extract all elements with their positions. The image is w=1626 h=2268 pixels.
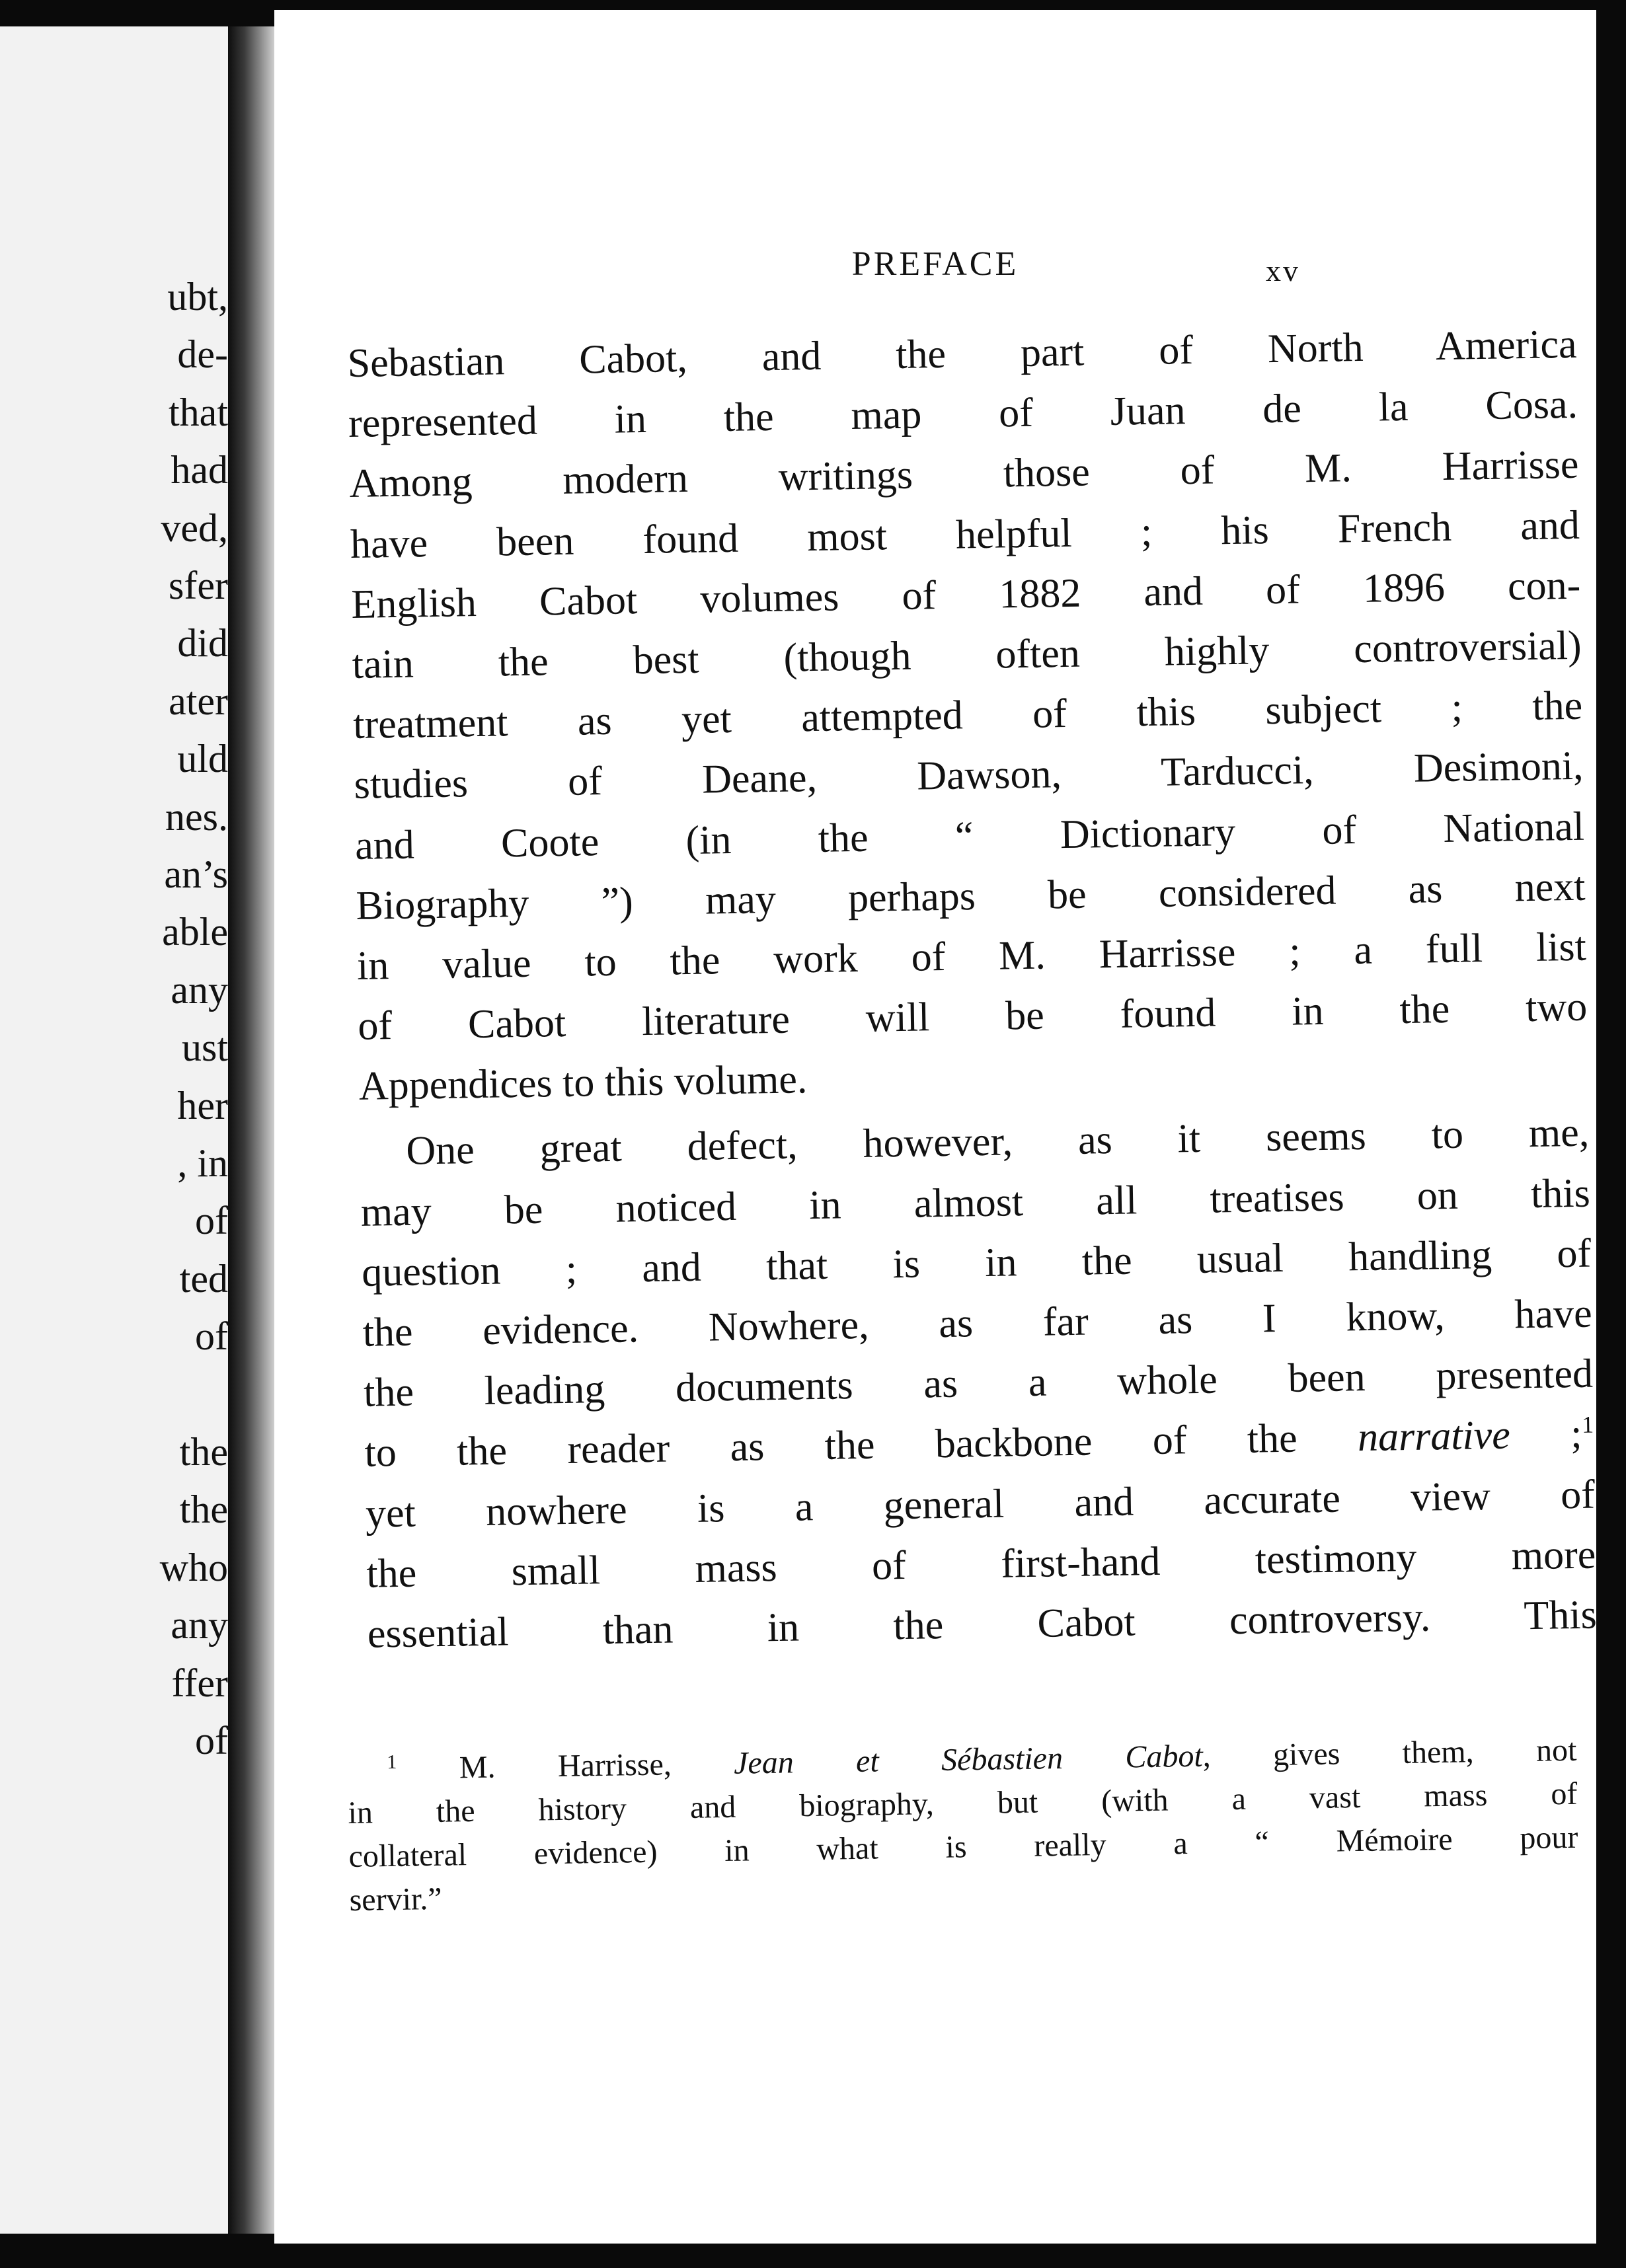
left-page-fragment: sfer [169, 564, 228, 607]
left-page-fragment: that [169, 390, 228, 434]
body-line: essential than in the Cabot controversy. This [367, 1592, 1598, 1657]
footnote-line: in the history and biography, but (with a vast mass of [348, 1776, 1578, 1831]
footnote-lead: M. Harrisse, [459, 1745, 734, 1786]
left-page-fragment: ater [169, 679, 228, 723]
left-page-fragment: the [179, 1488, 228, 1532]
body-line: Sebastian Cabot, and the part of North America [347, 321, 1578, 386]
left-page-fragment: had [171, 448, 228, 492]
book-page [274, 10, 1596, 2244]
page-number: xv [1266, 254, 1300, 287]
left-page-fragment: her [177, 1083, 228, 1127]
body-text [347, 315, 1597, 1665]
body-line: Biography ”) may perhaps be considered as next [356, 864, 1586, 928]
left-page-fragment: of [195, 1719, 228, 1762]
left-page-fragment: any [171, 967, 228, 1012]
body-line: studies of Deane, Dawson, Tarducci, Desimoni, [354, 743, 1584, 808]
previous-page-fragment [0, 26, 228, 2234]
body-line: yet nowhere is a general and accurate view of [365, 1472, 1596, 1536]
footnote-line: servir.” [349, 1881, 442, 1918]
body-line: One great defect, however, as it seems to me, [405, 1110, 1590, 1174]
left-page-fragment: ved, [161, 506, 228, 550]
body-line: represented in the map of Juan de la Cosa. [348, 381, 1578, 447]
body-line: the small mass of first-hand testimony more [366, 1532, 1596, 1597]
left-page-fragment: of [195, 1199, 228, 1243]
footnote-tail: , gives them, not [1202, 1732, 1577, 1774]
body-line: the leading documents as a whole been presented [363, 1351, 1594, 1416]
left-page-fragment: ted [179, 1256, 228, 1301]
left-page-fragment: ubt, [167, 275, 228, 319]
left-page-fragment: who [159, 1545, 228, 1589]
body-line: the evidence. Nowhere, as far as I know, have [362, 1291, 1593, 1355]
left-page-fragment: did [177, 621, 228, 665]
left-page-fragment: nes. [165, 794, 228, 839]
left-page-fragment: able [162, 910, 228, 954]
left-page-fragment: de- [177, 332, 228, 377]
footnote-marker: 1 [387, 1751, 397, 1774]
running-head: PREFACE [851, 245, 1019, 283]
footnote-title: Jean et Sébastien Cabot [733, 1738, 1204, 1781]
left-page-fragment: the [179, 1430, 228, 1474]
body-line: treatment as yet attempted of this subject ; the [352, 683, 1583, 748]
body-line: in value to the work of M. Harrisse ; a full list [356, 924, 1587, 989]
left-page-fragment: ffer [171, 1661, 228, 1705]
left-page-fragment: of [195, 1314, 228, 1359]
body-line: Among modern writings those of M. Harrisse [349, 442, 1579, 507]
body-line-lead: to the reader as the backbone of the [364, 1416, 1298, 1476]
body-line: and Coote (in the “ Dictionary of National [354, 804, 1585, 868]
footnote-reference: 1 [1581, 1411, 1594, 1439]
body-line: question ; and that is in the usual handling of [361, 1230, 1592, 1295]
body-line: tain the best (though often highly controversial) [352, 623, 1582, 687]
left-page-fragment: uld [177, 737, 228, 781]
emphasis-trail: ; [1510, 1412, 1582, 1458]
body-line: of Cabot literature will be found in the two [357, 984, 1588, 1049]
footnote [347, 1729, 1579, 1922]
body-line: English Cabot volumes of 1882 and of 1896 con- [350, 562, 1581, 627]
emphasis-word: narrative [1357, 1412, 1511, 1460]
book-gutter [228, 26, 274, 2234]
footnote-line: collateral evidence) in what is really a “ Mémoire pour [348, 1819, 1578, 1874]
left-page-fragment: , in [177, 1141, 228, 1185]
body-line: Appendices to this volume. [358, 1057, 808, 1110]
left-page-fragment: ust [181, 1026, 228, 1070]
left-page-fragment: an’s [164, 852, 228, 896]
body-line: have been found most helpful ; his French and [350, 502, 1580, 567]
left-page-fragment: any [171, 1603, 228, 1647]
body-line: may be noticed in almost all treatises on this [360, 1170, 1591, 1235]
